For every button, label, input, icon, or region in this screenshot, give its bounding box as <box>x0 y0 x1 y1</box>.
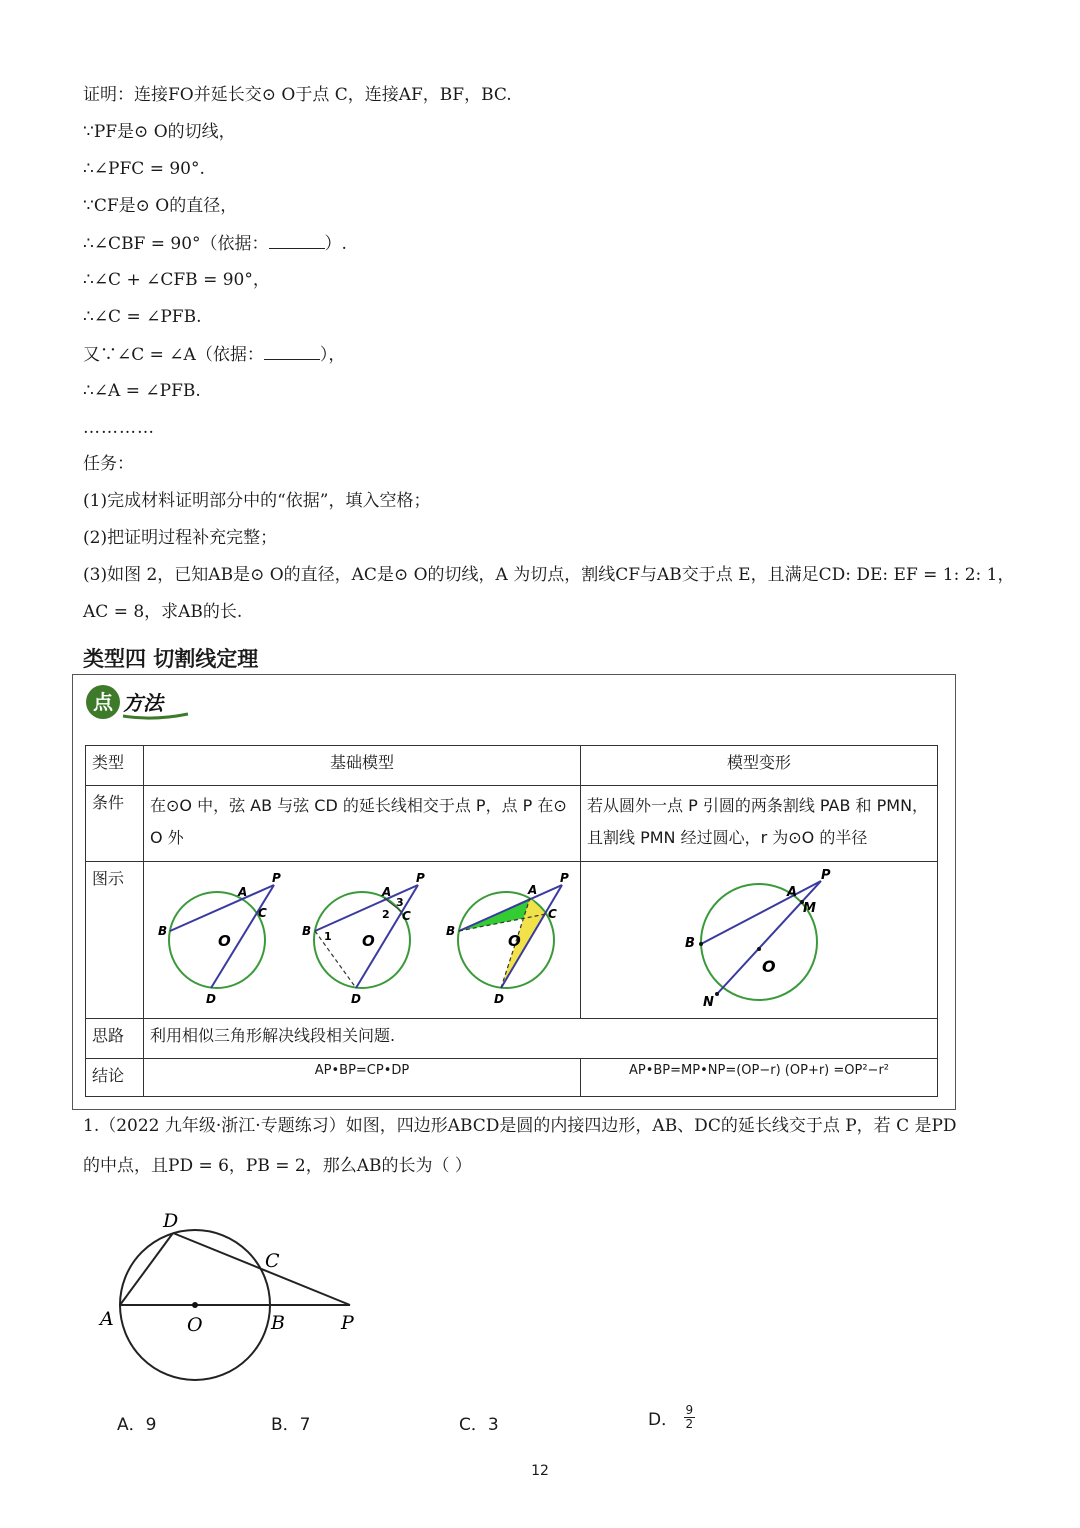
fig2-label-2: 2 <box>382 908 390 921</box>
variant-model-figure <box>581 862 936 1014</box>
proof-line-7: ∴∠C = ∠PFB. <box>83 307 202 327</box>
fig1-label-p: P <box>272 871 281 885</box>
fig2-label-3: 3 <box>396 896 404 909</box>
figure-variant <box>581 862 938 1019</box>
fig4-label-m: M <box>803 901 816 916</box>
option-d-numerator: 9 <box>685 1403 694 1417</box>
proof-ellipsis: ………… <box>83 418 155 438</box>
proof-line-6: ∴∠C + ∠CFB = 90°， <box>83 270 270 290</box>
header-type: 类型 <box>86 746 144 786</box>
fig1-label-a: A <box>238 885 248 899</box>
answer-blank-2[interactable] <box>264 343 320 360</box>
option-d-fraction <box>684 1404 696 1431</box>
cond-variant-line2: 且割线 PMN 经过圆心，r 为⊙O 的半径 <box>587 828 868 847</box>
table-row-idea <box>86 1019 938 1059</box>
basic-figure-3 <box>446 871 569 1006</box>
page-number: 12 <box>531 1463 549 1479</box>
qfig-point-o <box>192 1302 198 1308</box>
fig2-label-o: O <box>362 932 375 950</box>
method-table <box>85 745 938 1097</box>
fig2-label-a: A <box>382 885 392 899</box>
conclusion-basic: AP•BP=CP•DP <box>144 1059 581 1097</box>
proof-line-5-end: ）. <box>324 234 347 254</box>
cond-variant-line1: 若从圆外一点 P 引圆的两条割线 PAB 和 PMN， <box>587 796 929 815</box>
fig1-label-b: B <box>158 924 168 938</box>
proof-line-4: ∵CF是⊙ O的直径， <box>83 196 238 216</box>
table-row-figure <box>86 862 938 1019</box>
option-c[interactable]: C．3 <box>459 1415 499 1435</box>
fig3-label-a: A <box>528 883 538 897</box>
fig4-circle <box>701 884 817 1000</box>
figure-label: 图示 <box>86 862 144 1019</box>
answer-blank-1[interactable] <box>269 232 325 249</box>
table-header-row <box>86 746 938 786</box>
qfig-label-p: P <box>341 1312 354 1334</box>
idea-text: 利用相似三角形解决线段相关问题. <box>144 1019 938 1059</box>
option-b[interactable]: B．7 <box>271 1415 311 1435</box>
proof-line-1: 证明：连接FO并延长交⊙ O于点 C，连接AF，BF，BC. <box>83 85 512 105</box>
table-row-conclusion <box>86 1059 938 1097</box>
fig4-label-a: A <box>787 885 798 900</box>
fig1-label-o: O <box>218 932 231 950</box>
qfig-label-b: B <box>271 1312 285 1334</box>
fig3-label-d: D <box>494 992 504 1006</box>
method-badge-icon <box>83 681 195 723</box>
qfig-label-o: O <box>187 1314 203 1336</box>
task-3: (3)如图 2，已知AB是⊙ O的直径，AC是⊙ O的切线，A 为切点，割线CF与AB交于点 E，且满足CD: DE: EF = 1: 2: 1， <box>83 565 1015 585</box>
fig4-label-p: P <box>821 868 831 883</box>
task-3-cont: AC = 8，求AB的长. <box>83 602 243 622</box>
proof-line-3: ∴∠PFC = 90°. <box>83 159 205 179</box>
fig1-label-c: C <box>258 906 267 920</box>
cond-label: 条件 <box>86 786 144 862</box>
idea-label: 思路 <box>86 1019 144 1059</box>
table-row-condition <box>86 786 938 862</box>
cond-basic-line2: O 外 <box>150 828 184 847</box>
figure-basic <box>144 862 581 1019</box>
header-basic: 基础模型 <box>144 746 581 786</box>
fig2-label-d: D <box>351 992 361 1006</box>
qfig-line-dp <box>173 1233 350 1305</box>
qfig-label-a: A <box>100 1308 114 1330</box>
fig1-label-d: D <box>206 992 216 1006</box>
badge-text: 方法 <box>123 691 163 715</box>
proof-line-8-start: 又∵∠C = ∠A（依据： <box>83 345 264 365</box>
question-figure <box>95 1205 375 1385</box>
task-1: (1)完成材料证明部分中的“依据”，填入空格； <box>83 491 431 511</box>
proof-line-2: ∵PF是⊙ O的切线， <box>83 122 236 142</box>
qfig-label-d: D <box>163 1210 179 1232</box>
option-d[interactable] <box>648 1404 695 1431</box>
tasks-heading: 任务： <box>83 454 134 474</box>
fig4-label-o: O <box>762 957 776 976</box>
cond-basic <box>144 786 581 862</box>
fig4-label-b: B <box>685 936 695 951</box>
section-title: 类型四 切割线定理 <box>83 647 259 671</box>
proof-line-5 <box>83 232 347 255</box>
fig3-label-p: P <box>560 871 569 885</box>
conclusion-variant: AP•BP=MP•NP=(OP−r) (OP+r) =OP²−r² <box>581 1059 938 1097</box>
fig4-point-n <box>715 992 719 996</box>
basic-model-figures <box>144 862 579 1014</box>
badge-char: 点 <box>93 690 113 714</box>
basic-figure-2 <box>302 871 425 1006</box>
fig1-circle <box>169 892 265 988</box>
question-line-1: 1.（2022 九年级·浙江·专题练习）如图，四边形ABCD是圆的内接四边形，AB、DC的延长线交于点 P，若 C 是PD <box>83 1116 957 1136</box>
qfig-line-ad <box>120 1233 173 1305</box>
cond-variant <box>581 786 938 862</box>
question-line-2: 的中点，且PD = 6，PB = 2，那么AB的长为（ ） <box>83 1156 472 1176</box>
cond-basic-line1: 在⊙O 中，弦 AB 与弦 CD 的延长线相交于点 P，点 P 在⊙ <box>150 796 567 815</box>
fig2-label-p: P <box>416 871 425 885</box>
task-2: (2)把证明过程补充完整； <box>83 528 278 548</box>
basic-figure-1 <box>158 871 281 1006</box>
fig4-point-o <box>757 947 761 951</box>
fig2-label-b: B <box>302 924 312 938</box>
option-d-prefix: D． <box>648 1410 679 1430</box>
proof-line-5-start: ∴∠CBF = 90°（依据： <box>83 234 269 254</box>
fig3-label-o: O <box>508 932 521 950</box>
proof-line-8 <box>83 343 345 366</box>
fig4-label-n: N <box>703 995 714 1010</box>
method-box <box>72 674 956 1110</box>
option-a[interactable]: A．9 <box>117 1415 157 1435</box>
proof-line-8-end: ）， <box>319 345 346 365</box>
option-d-denominator: 2 <box>685 1417 694 1431</box>
fig3-label-c: C <box>548 907 557 921</box>
fig2-label-1: 1 <box>324 930 332 943</box>
qfig-label-c: C <box>265 1250 280 1272</box>
fig2-label-c: C <box>402 909 411 923</box>
proof-line-9: ∴∠A = ∠PFB. <box>83 381 201 401</box>
fig3-label-b: B <box>446 924 456 938</box>
header-variant: 模型变形 <box>581 746 938 786</box>
conclusion-label: 结论 <box>86 1059 144 1097</box>
fig4-point-b <box>699 942 703 946</box>
